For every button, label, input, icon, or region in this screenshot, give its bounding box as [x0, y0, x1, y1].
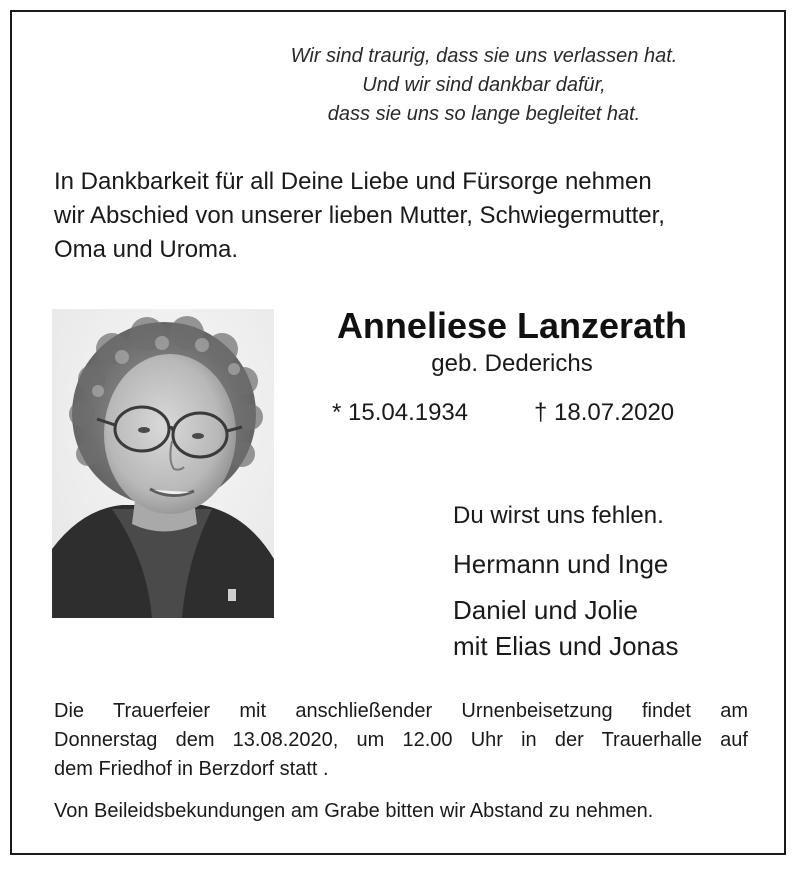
farewell-line: Du wirst uns fehlen.	[453, 502, 664, 529]
portrait-photo	[52, 309, 274, 618]
memorial-quote	[224, 42, 744, 129]
condolence-note: Von Beileidsbekundungen am Grabe bitten wir Abstand zu nehmen.	[54, 800, 654, 822]
intro-line: wir Abschied von unserer lieben Mutter, Schwiegermutter,	[54, 202, 665, 229]
family-signatories	[453, 546, 678, 664]
service-line: dem Friedhof in Berzdorf statt .	[54, 758, 329, 780]
family-line: Daniel und Jolie	[453, 595, 639, 625]
intro-line: Oma und Uroma.	[54, 236, 239, 263]
funeral-service-info	[54, 697, 748, 784]
spacer	[453, 582, 678, 592]
service-line: Die Trauerfeier mit anschließender Urnenbeisetzung findet am	[54, 700, 748, 722]
maiden-name: geb. Dederichs	[431, 350, 593, 377]
family-line: Hermann und Inge	[453, 549, 669, 579]
service-line: Donnerstag dem 13.08.2020, um 12.00 Uhr in der Trauerhalle auf	[54, 729, 748, 751]
quote-line: dass sie uns so lange begleitet hat.	[327, 103, 641, 125]
death-date: † 18.07.2020	[534, 399, 675, 426]
deceased-name: Anneliese Lanzerath	[336, 305, 688, 346]
family-line: mit Elias und Jonas	[453, 631, 679, 661]
birth-date: * 15.04.1934	[332, 399, 469, 426]
portrait-image	[52, 309, 274, 618]
quote-line: Und wir sind dankbar dafür,	[362, 74, 606, 96]
intro-text	[54, 165, 754, 267]
quote-line: Wir sind traurig, dass sie uns verlassen hat.	[290, 45, 678, 67]
intro-line: In Dankbarkeit für all Deine Liebe und Fürsorge nehmen	[54, 168, 652, 195]
